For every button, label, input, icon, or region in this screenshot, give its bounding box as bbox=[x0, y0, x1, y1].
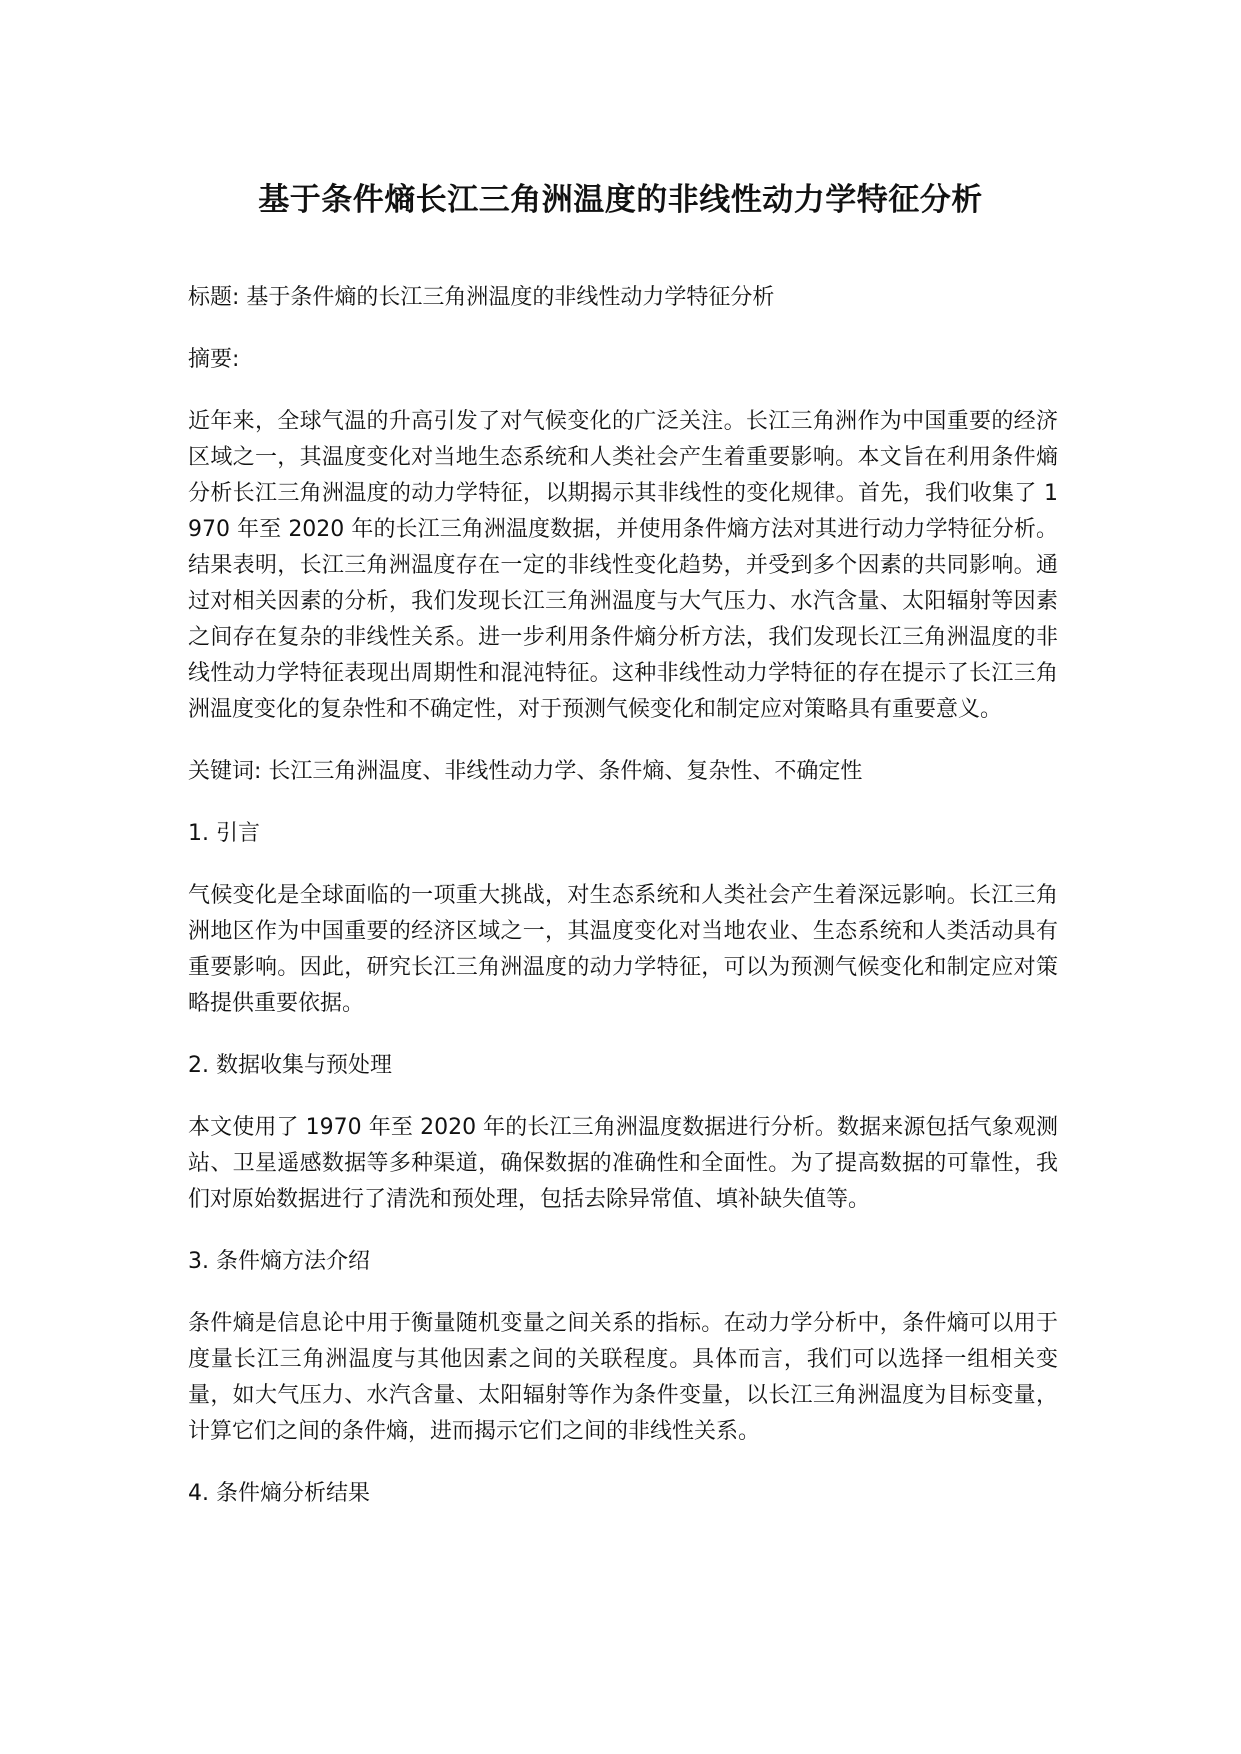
abstract-paragraph: 近年来，全球气温的升高引发了对气候变化的广泛关注。长江三角洲作为中国重要的经济区域之一，其温度变化对当地生态系统和人类社会产生着重要影响。本文旨在利用条件熵分析长江三角洲温度的动力学特征，以期揭示其非线性的变化规律。首先，我们收集了 1970 年至 2020 年的长江三角洲温度数据，并使用条件熵方法对其进行动力学特征分析。结果表明，长江三角洲温度存在一定的非线性变化趋势，并受到多个因素的共同影响。通过对相关因素的分析，我们发现长江三角洲温度与大气压力、水汽含量、太阳辐射等因素之间存在复杂的非线性关系。进一步利用条件熵分析方法，我们发现长江三角洲温度的非线性动力学特征表现出周期性和混沌特征。这种非线性动力学特征的存在提示了长江三角洲温度变化的复杂性和不确定性，对于预测气候变化和制定应对策略具有重要意义。 bbox=[188, 409, 1058, 722]
section-paragraph: 条件熵是信息论中用于衡量随机变量之间关系的指标。在动力学分析中，条件熵可以用于度量长江三角洲温度与其他因素之间的关联程度。具体而言，我们可以选择一组相关变量，如大气压力、水汽含量、太阳辐射等作为条件变量，以长江三角洲温度为目标变量，计算它们之间的条件熵，进而揭示它们之间的非线性关系。 bbox=[188, 1311, 1058, 1444]
section-heading: 1. 引言 bbox=[188, 821, 260, 846]
document-title: 基于条件熵长江三角洲温度的非线性动力学特征分析 bbox=[258, 182, 983, 218]
document-body bbox=[188, 280, 1058, 1538]
abstract-label: 摘要: bbox=[188, 347, 240, 372]
section-paragraph: 气候变化是全球面临的一项重大挑战，对生态系统和人类社会产生着深远影响。长江三角洲地区作为中国重要的经济区域之一，其温度变化对当地农业、生态系统和人类活动具有重要影响。因此，研究长江三角洲温度的动力学特征，可以为预测气候变化和制定应对策略提供重要依据。 bbox=[188, 883, 1058, 1016]
section-heading: 2. 数据收集与预处理 bbox=[188, 1053, 392, 1078]
section-paragraph: 本文使用了 1970 年至 2020 年的长江三角洲温度数据进行分析。数据来源包括气象观测站、卫星遥感数据等多种渠道，确保数据的准确性和全面性。为了提高数据的可靠性，我们对原始数据进行了清洗和预处理，包括去除异常值、填补缺失值等。 bbox=[188, 1115, 1058, 1212]
keywords-line: 关键词: 长江三角洲温度、非线性动力学、条件熵、复杂性、不确定性 bbox=[188, 759, 863, 784]
section-heading: 4. 条件熵分析结果 bbox=[188, 1481, 370, 1506]
title-line: 标题: 基于条件熵的长江三角洲温度的非线性动力学特征分析 bbox=[188, 285, 775, 310]
section-heading: 3. 条件熵方法介绍 bbox=[188, 1249, 370, 1274]
